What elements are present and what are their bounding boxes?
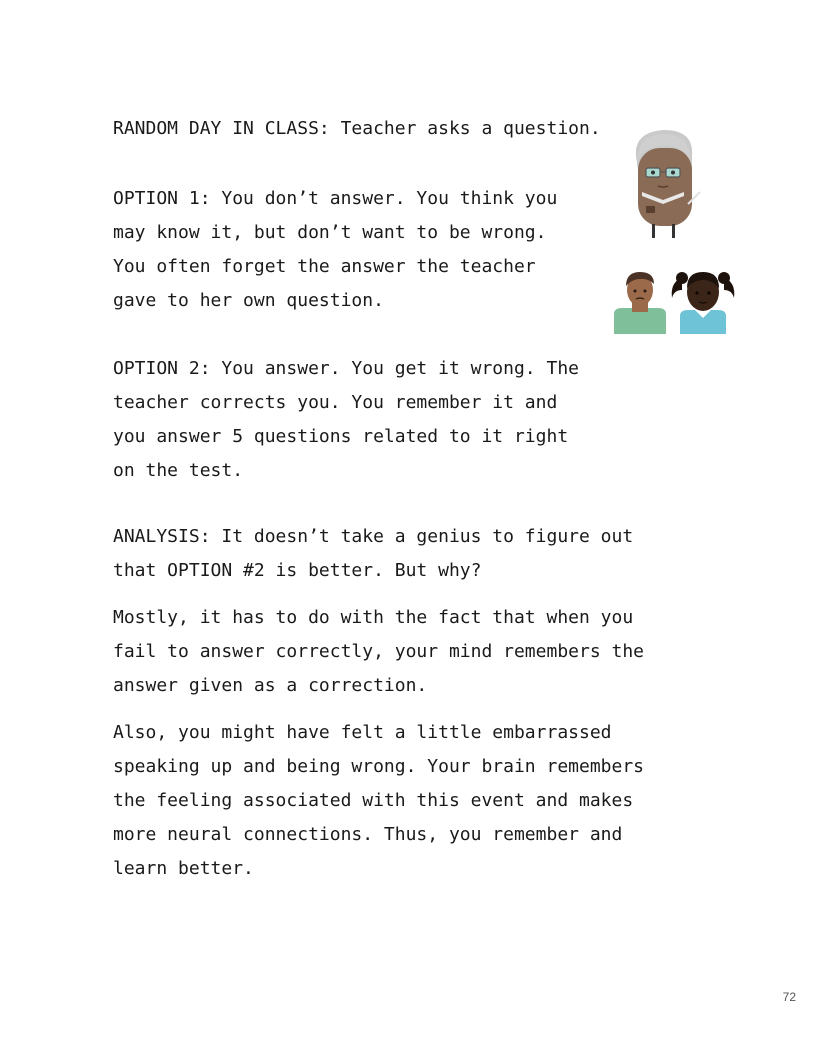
text-line: RANDOM DAY IN CLASS: Teacher asks a question.	[113, 118, 601, 139]
girl-student-illustration	[668, 264, 738, 334]
explanation-paragraph-2	[113, 716, 673, 886]
text-line: the feeling associated with this event and makes	[113, 790, 634, 811]
page-number: 72	[782, 990, 796, 1004]
option-2-paragraph	[113, 352, 673, 488]
text-line: may know it, but don’t want to be wrong.	[113, 222, 547, 243]
text-line: you answer 5 questions related to it right	[113, 426, 569, 447]
option-1-paragraph	[113, 182, 673, 318]
text-line: You often forget the answer the teacher	[113, 256, 536, 277]
text-line: Also, you might have felt a little embarrassed	[113, 722, 612, 743]
text-line: ANALYSIS: It doesn’t take a genius to figure out	[113, 526, 634, 547]
explanation-paragraph-1	[113, 601, 673, 703]
boy-student-illustration	[612, 268, 668, 334]
text-line: OPTION 1: You don’t answer. You think you	[113, 188, 558, 209]
analysis-paragraph	[113, 520, 673, 588]
text-line: fail to answer correctly, your mind remembers the	[113, 641, 645, 662]
text-line: that OPTION #2 is better. But why?	[113, 560, 482, 581]
text-line: answer given as a correction.	[113, 675, 428, 696]
text-line: on the test.	[113, 460, 244, 481]
text-line: more neural connections. Thus, you remember and	[113, 824, 623, 845]
text-line: teacher corrects you. You remember it and	[113, 392, 558, 413]
intro-paragraph	[113, 112, 673, 146]
text-line: OPTION 2: You answer. You get it wrong. The	[113, 358, 579, 379]
text-line: learn better.	[113, 858, 254, 879]
text-line: speaking up and being wrong. Your brain remembers	[113, 756, 645, 777]
teacher-illustration	[628, 126, 704, 242]
text-line: Mostly, it has to do with the fact that when you	[113, 607, 634, 628]
text-line: gave to her own question.	[113, 290, 384, 311]
